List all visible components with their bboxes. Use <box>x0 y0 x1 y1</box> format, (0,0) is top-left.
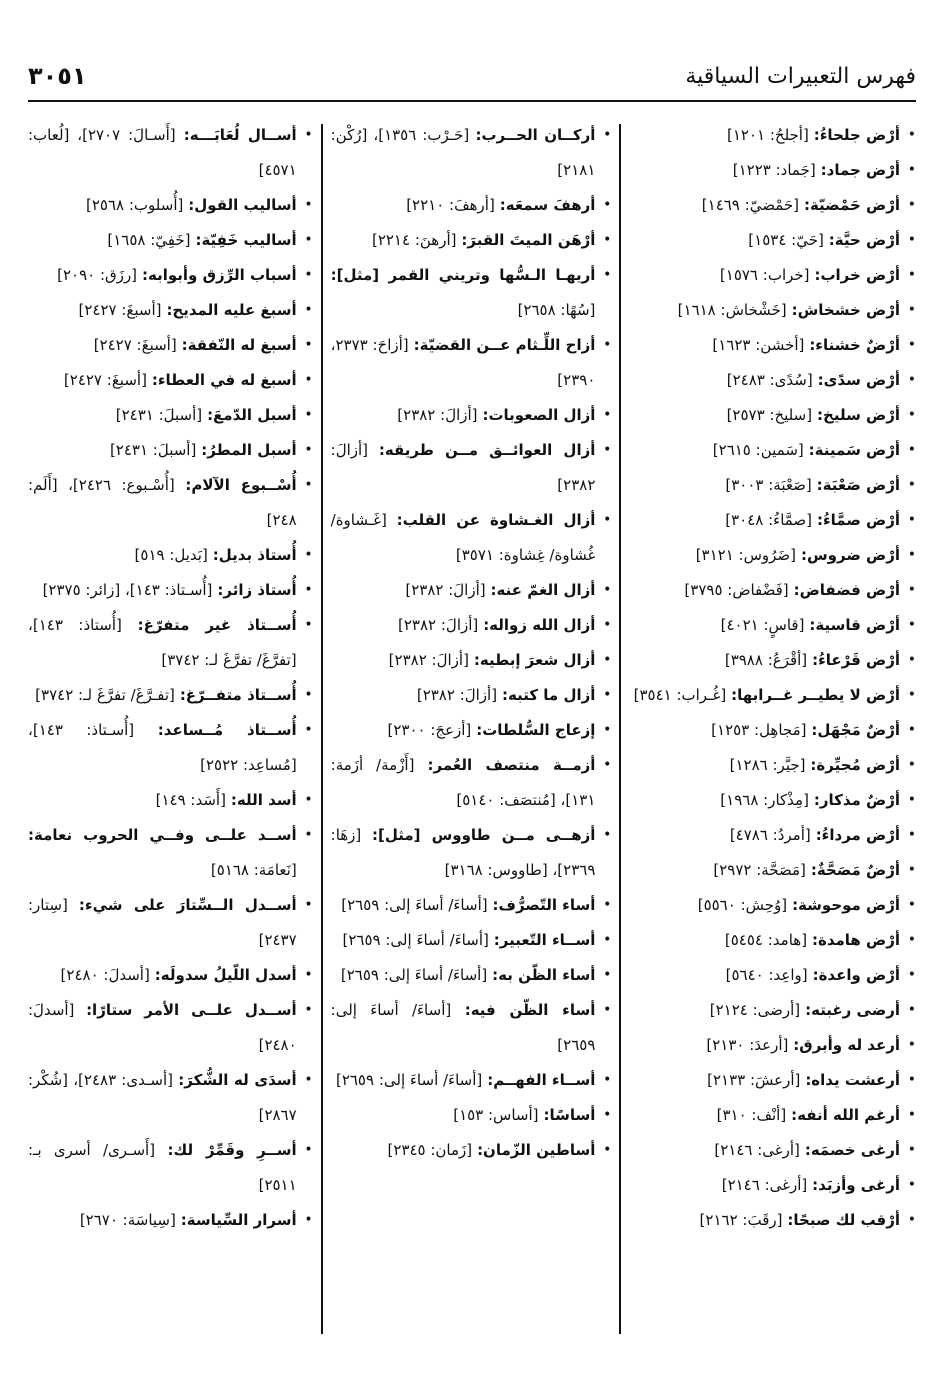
index-entry <box>629 398 916 433</box>
index-entry <box>629 993 916 1028</box>
entry-reference: [خَفِيّ: ١٦٥٨] <box>107 231 191 249</box>
entry-reference: [خراب: ١٥٧٦] <box>719 266 810 284</box>
entry-reference: [حَيّ: ١٥٣٤] <box>748 231 824 249</box>
index-entry <box>629 923 916 958</box>
page-number: ٣٠٥١ <box>28 62 87 90</box>
index-entry <box>331 993 612 1063</box>
index-entry <box>629 468 916 503</box>
index-entry <box>28 293 313 328</box>
column-divider <box>321 124 323 1334</box>
entry-reference: [أزالَ: ٢٣٨٢] <box>330 441 596 494</box>
index-entry <box>28 433 313 468</box>
entry-reference: [أزالَ: ٢٣٨٢] <box>398 616 479 634</box>
index-entry <box>28 573 313 608</box>
entry-term: أرْض سَمينة: <box>808 441 900 459</box>
index-entry <box>331 573 612 608</box>
entry-reference: [صَعْبَة: ٣٠٠٣] <box>725 476 812 494</box>
index-entry <box>629 818 916 853</box>
entry-reference: [أسبغَ: ٢٤٢٧] <box>78 301 162 319</box>
index-entry <box>629 293 916 328</box>
entry-term: أساليب القول: <box>188 196 297 214</box>
entry-reference: [بَديل: ٥١٩] <box>134 546 208 564</box>
entry-term: أُســتاذ مُــساعد: <box>157 721 297 739</box>
entry-term: أريهـا الـسُّها وتريني القمر [مثل]: <box>330 266 596 284</box>
entry-term: أسبغ عليه المديح: <box>166 301 297 319</box>
entry-term: أسبغ له النّفقة: <box>181 336 297 354</box>
index-entry <box>629 678 916 713</box>
index-entry <box>28 258 313 293</box>
entry-term: أزال ما كتبه: <box>502 686 596 704</box>
index-entry <box>629 853 916 888</box>
index-entry <box>629 643 916 678</box>
index-entry <box>629 363 916 398</box>
entry-reference: [أرغى: ٢١٤٦] <box>721 1176 808 1194</box>
entry-reference: [أُسـتاذ: ١٤٣]، [مُساعِد: ٢٥٢٢] <box>28 721 297 774</box>
entry-reference: [زهَا: ٢٣٦٩]، [طاووس: ٣١٦٨] <box>330 826 596 879</box>
entry-term: أســال لُعَابَـــه: <box>183 126 297 144</box>
entry-term: أزهــى مــن طاووس [مثل]: <box>372 826 596 844</box>
entry-reference: [أرضى: ٢١٢٤] <box>709 1001 801 1019</box>
entry-term: أرضى رغبته: <box>805 1001 900 1019</box>
entry-term: أزال الله زواله: <box>483 616 596 634</box>
entry-reference: [نَعامَة: ٥١٦٨] <box>210 861 297 879</box>
entry-reference: [مَصَحَّة: ٢٩٧٢] <box>713 861 806 879</box>
index-entry <box>331 398 612 433</box>
entry-reference: [أرهفَ: ٢٢١٠] <box>406 196 495 214</box>
entry-term: أزال الغمّ عنه: <box>490 581 596 599</box>
index-entry <box>331 608 612 643</box>
entry-reference: [سليخ: ٢٥٧٣] <box>726 406 813 424</box>
index-entry <box>629 118 916 153</box>
index-entry <box>28 398 313 433</box>
entry-term: أسدل اللّيلُ سدولَه: <box>154 966 297 984</box>
entry-reference: [جَماد: ١٢٢٣] <box>732 161 816 179</box>
index-entry <box>28 363 313 398</box>
entry-reference: [أسبغَ: ٢٤٢٧] <box>63 371 147 389</box>
index-entry <box>28 678 313 713</box>
index-column-1 <box>629 118 916 1338</box>
index-entry <box>28 888 313 958</box>
entry-term: أُستاذ بديل: <box>212 546 297 564</box>
entry-reference: [أرغى: ٢١٤٦] <box>714 1141 800 1159</box>
entry-reference: [صمَّاءُ: ٣٠٤٨] <box>725 511 813 529</box>
index-entry <box>629 1168 916 1203</box>
entry-term: أرْض صمَّاءُ: <box>816 511 900 529</box>
entry-term: أرْضٌ خشناء: <box>809 336 900 354</box>
index-entry <box>28 713 313 783</box>
entry-reference: [أسبلَ: ٢٤٣١] <box>115 406 203 424</box>
index-entry <box>331 958 612 993</box>
index-entry <box>629 748 916 783</box>
entry-reference: [سِياسَة: ٢٦٧٠] <box>79 1211 176 1229</box>
entry-term: أزمــة منتصف العُمر: <box>427 756 596 774</box>
entry-term: أساء الظّن به: <box>492 966 596 984</box>
entry-reference: [أُسْـبوع: ٢٤٢٦]، [أَلَم: ٢٤٨] <box>28 476 297 529</box>
entry-term: أرْض سدًى: <box>817 371 900 389</box>
entry-term: أساسًا: <box>543 1106 596 1124</box>
entry-reference: [غَـشاوة/ غُشاوة/ غِشاوة: ٣٥٧١] <box>330 511 596 564</box>
index-entry <box>629 713 916 748</box>
entry-reference: [وُحِش: ٥٥٦٠] <box>697 896 788 914</box>
entry-term: أرْض حَمْضيّة: <box>803 196 900 214</box>
entry-reference: [أساس: ١٥٣] <box>453 1106 539 1124</box>
index-entry <box>331 1133 612 1168</box>
header-rule <box>28 100 916 102</box>
entry-reference: [أساءَ/ أساءَ إلى: ٢٦٥٩] <box>341 896 488 914</box>
entry-reference: [أزالَ: ٢٣٨٢] <box>397 406 478 424</box>
index-entry <box>629 188 916 223</box>
entry-reference: [أَسَد: ١٤٩] <box>155 791 226 809</box>
index-entry <box>28 468 313 538</box>
entry-reference: [أساءَ/ أساءَ إلى: ٢٦٥٩] <box>330 1001 596 1054</box>
entry-term: أرهفَ سمعَه: <box>499 196 596 214</box>
index-entry <box>331 223 612 258</box>
entry-reference: [سُدًى: ٢٤٨٣] <box>726 371 813 389</box>
running-title: فهرس التعبيرات السياقية <box>685 63 916 89</box>
entry-term: أســدل علــى الأمر ستارًا: <box>86 1001 297 1019</box>
index-entry <box>28 328 313 363</box>
entry-term: أرْض سليخ: <box>817 406 900 424</box>
index-entry <box>28 608 313 678</box>
page-header <box>28 56 916 96</box>
entry-reference: [أسبغَ: ٢٤٢٧] <box>93 336 177 354</box>
index-entry <box>28 783 313 818</box>
index-entry <box>629 608 916 643</box>
index-columns <box>28 118 916 1338</box>
index-entry <box>331 118 612 188</box>
entry-term: أرعد له وأبرق: <box>793 1036 900 1054</box>
entry-reference: [أمردُ: ٤٧٨٦] <box>729 826 811 844</box>
entry-reference: [حَمْضيّ: ١٤٦٩] <box>701 196 800 214</box>
entry-term: أرْض جلحاءُ: <box>813 126 900 144</box>
entry-term: أزاح اللِّـثام عــن القضيّة: <box>413 336 596 354</box>
column-divider <box>619 124 621 1334</box>
entry-term: أساليب خَفِيّة: <box>195 231 297 249</box>
entry-reference: [حَـرْب: ١٣٥٦]، [رُكْن: ٢١٨١] <box>330 126 596 179</box>
entry-term: أرْض ضروس: <box>800 546 900 564</box>
entry-term: أرْض مُجيِّرة: <box>810 756 900 774</box>
entry-reference: [زَمان: ٢٣٤٥] <box>387 1141 473 1159</box>
index-entry <box>629 573 916 608</box>
entry-term: أســاء التّعبير: <box>493 931 596 949</box>
entry-reference: [أرعشَ: ٢١٣٣] <box>707 1071 801 1089</box>
index-entry <box>331 643 612 678</box>
index-entry <box>331 1098 612 1133</box>
entry-reference: [سَمين: ٢٦١٥] <box>712 441 804 459</box>
entry-term: أرْض فضفاض: <box>793 581 900 599</box>
index-entry <box>629 328 916 363</box>
entry-term: أرْض حيَّة: <box>828 231 900 249</box>
entry-term: أرْض خراب: <box>814 266 900 284</box>
entry-reference: [أَسـالَ: ٢٧٠٧]، [لُعاب: ٤٥٧١] <box>28 126 297 179</box>
entry-reference: [واعِد: ٥٦٤٠] <box>725 966 808 984</box>
entry-term: أرْض خشخاش: <box>791 301 900 319</box>
index-entry <box>331 433 612 503</box>
entry-term: أرْهَن الميتَ القبرَ: <box>461 231 596 249</box>
entry-reference: [أرهنَ: ٢٢١٤] <box>371 231 457 249</box>
entry-reference: [أُسـتاذ: ١٤٣]، [زائر: ٢٣٧٥] <box>42 581 213 599</box>
index-entry <box>629 503 916 538</box>
index-column-2 <box>331 118 612 1338</box>
entry-term: أرْضٌ مذكار: <box>813 791 900 809</box>
entry-term: أسدَى له الشُّكرَ: <box>178 1071 297 1089</box>
entry-reference: [مِذْكار: ١٩٦٨] <box>720 791 809 809</box>
index-entry <box>28 993 313 1063</box>
entry-reference: [خَشْخاش: ١٦١٨] <box>677 301 787 319</box>
entry-reference: [أجلحُ: ١٢٠١] <box>726 126 809 144</box>
index-entry <box>629 1028 916 1063</box>
index-entry <box>629 433 916 468</box>
entry-term: أسرار السِّياسة: <box>180 1211 297 1229</box>
entry-reference: [أنْف: ٣١٠] <box>716 1106 787 1124</box>
entry-reference: [سِتار: ٢٤٣٧] <box>28 896 297 949</box>
entry-reference: [مَجاهِل: ١٢٥٣] <box>711 721 807 739</box>
entry-term: أرْض هامدة: <box>811 931 900 949</box>
entry-reference: [غُـراب: ٣٥٤١] <box>633 686 727 704</box>
entry-term: أرْض لا يطيــر غــرابها: <box>731 686 900 704</box>
entry-term: أســرِ وقَمِّرْ لك: <box>167 1141 297 1159</box>
index-entry <box>331 503 612 573</box>
entry-term: أساء التّصرُّف: <box>492 896 596 914</box>
entry-reference: [هامد: ٥٤٥٤] <box>724 931 808 949</box>
entry-reference: [أسدلَ: ٢٤٨٠] <box>60 966 150 984</box>
index-entry <box>331 888 612 923</box>
entry-reference: [أُستاذ: ١٤٣]، [تفرَّغَ/ تفرَّغَ لـ: ٣٧٤٢] <box>28 616 297 669</box>
index-entry <box>28 818 313 888</box>
entry-term: أرْض مرداءُ: <box>815 826 900 844</box>
index-entry <box>629 1203 916 1238</box>
entry-term: أساطين الزّمان: <box>477 1141 596 1159</box>
entry-term: أرغى وأزبَد: <box>812 1176 900 1194</box>
index-entry <box>28 223 313 258</box>
entry-reference: [قاسٍ: ٤٠٢١] <box>720 616 805 634</box>
index-entry <box>629 1133 916 1168</box>
entry-term: أرْضٌ مَجْهَل: <box>811 721 900 739</box>
entry-term: أُسْــبوع الآلام: <box>185 476 297 494</box>
entry-reference: [أساءَ/ أساءَ إلى: ٢٦٥٩] <box>342 931 489 949</box>
entry-reference: [أسـدى: ٢٤٨٣]، [شُكْر: ٢٨٦٧] <box>28 1071 297 1124</box>
index-entry <box>331 748 612 818</box>
index-entry <box>28 118 313 188</box>
index-entry <box>28 188 313 223</box>
entry-reference: [تفـرَّغَ/ تفرَّغَ لـ: ٣٧٤٢] <box>35 686 175 704</box>
index-entry <box>28 1203 313 1238</box>
entry-term: أرغى خصمَه: <box>804 1141 900 1159</box>
entry-term: أُستاذ زائر: <box>217 581 297 599</box>
entry-term: أسد الله: <box>230 791 297 809</box>
entry-term: أســاء الفهــم: <box>487 1071 596 1089</box>
index-entry <box>629 888 916 923</box>
entry-term: أسبل الدّمعَ: <box>207 406 297 424</box>
entry-reference: [أَزْمة/ أزَمة: ١٣١]، [مُنتصَف: ٥١٤٠] <box>330 756 596 809</box>
entry-term: أركــان الحــرب: <box>475 126 596 144</box>
index-entry <box>28 1133 313 1203</box>
entry-reference: [أُسلوب: ٢٥٦٨] <box>86 196 184 214</box>
entry-term: أرْض صَعْبَة: <box>816 476 900 494</box>
entry-reference: [أزالَ: ٢٣٨٢] <box>405 581 486 599</box>
index-entry <box>331 923 612 958</box>
entry-reference: [أرعدَ: ٢١٣٠] <box>706 1036 789 1054</box>
index-entry <box>629 223 916 258</box>
entry-reference: [أساءَ/ أساءَ إلى: ٢٦٥٩] <box>340 966 488 984</box>
entry-term: أسبغ له في العطاء: <box>151 371 297 389</box>
entry-reference: [أسدلَ: ٢٤٨٠] <box>28 1001 297 1054</box>
entry-term: أرْض موحوشة: <box>792 896 900 914</box>
index-entry <box>331 258 612 328</box>
entry-reference: [ضَرُوس: ٣١٢١] <box>695 546 797 564</box>
index-column-3 <box>28 118 313 1338</box>
entry-reference: [أزعجَ: ٢٣٠٠] <box>387 721 472 739</box>
entry-term: إزعاج السُّلطات: <box>476 721 596 739</box>
entry-term: أرعشت يداه: <box>805 1071 900 1089</box>
entry-reference: [أَسـرى/ أسرى بـ: ٢٥١١] <box>28 1141 297 1194</box>
entry-term: أرْض واعدة: <box>812 966 900 984</box>
index-entry <box>629 1063 916 1098</box>
entry-term: أُســتاذ متفــرّغ: <box>179 686 297 704</box>
index-entry <box>629 153 916 188</box>
index-entry <box>331 678 612 713</box>
entry-term: أرغم الله أنفه: <box>791 1106 900 1124</box>
entry-term: أُســتاذ غير متفرّغ: <box>137 616 297 634</box>
entry-term: أزال الصعوبات: <box>482 406 596 424</box>
index-entry <box>331 1063 612 1098</box>
index-entry <box>629 1098 916 1133</box>
index-entry <box>331 713 612 748</box>
entry-term: أســدل الــسِّتارَ على شيء: <box>78 896 297 914</box>
index-entry <box>28 1063 313 1133</box>
index-entry <box>331 188 612 223</box>
entry-reference: [رزَق: ٢٠٩٠] <box>57 266 138 284</box>
entry-reference: [أزالَ: ٢٣٨٢] <box>388 651 469 669</box>
entry-term: أزال الغـشاوة عن القلب: <box>396 511 596 529</box>
entry-reference: [جيَّر: ١٢٨٦] <box>729 756 806 774</box>
entry-term: أرْقب لك صبحًا: <box>787 1211 900 1229</box>
entry-reference: [أزاحَ: ٢٣٧٣، ٢٣٩٠] <box>330 336 596 389</box>
entry-term: أزال شعرَ إبطيه: <box>473 651 596 669</box>
entry-term: أرْض قاسية: <box>809 616 900 634</box>
entry-reference: [سُهًا: ٢٦٥٨] <box>517 301 596 319</box>
entry-reference: [أخشن: ١٦٢٣] <box>712 336 805 354</box>
entry-reference: [أقْرَعُ: ٣٩٨٨] <box>724 651 808 669</box>
entry-reference: [أساءَ/ أساءَ إلى: ٢٦٥٩] <box>335 1071 483 1089</box>
entry-reference: [أسبلَ: ٢٤٣١] <box>109 441 197 459</box>
index-entry <box>331 328 612 398</box>
entry-reference: [أزالَ: ٢٣٨٢] <box>416 686 498 704</box>
index-entry <box>629 958 916 993</box>
entry-term: أزال العوائــق مــن طريقه: <box>378 441 596 459</box>
entry-term: أرْض جماد: <box>820 161 900 179</box>
index-entry <box>629 783 916 818</box>
entry-term: أسبل المطرُ: <box>201 441 297 459</box>
entry-term: أساء الظّن فيه: <box>464 1001 596 1019</box>
index-entry <box>629 258 916 293</box>
entry-reference: [فَضْفاض: ٣٧٩٥] <box>684 581 789 599</box>
entry-reference: [رقَبَ: ٢١٦٢] <box>699 1211 783 1229</box>
entry-term: أســد علــى وفــي الحروب نعامة: <box>28 826 297 844</box>
entry-term: أسباب الرِّزق وأبوابه: <box>141 266 297 284</box>
index-entry <box>629 538 916 573</box>
index-entry <box>331 818 612 888</box>
entry-term: أرْضٌ مَصَحَّةٌ: <box>810 861 900 879</box>
entry-term: أرْض قَرْعاءُ: <box>812 651 900 669</box>
index-entry <box>28 538 313 573</box>
index-entry <box>28 958 313 993</box>
